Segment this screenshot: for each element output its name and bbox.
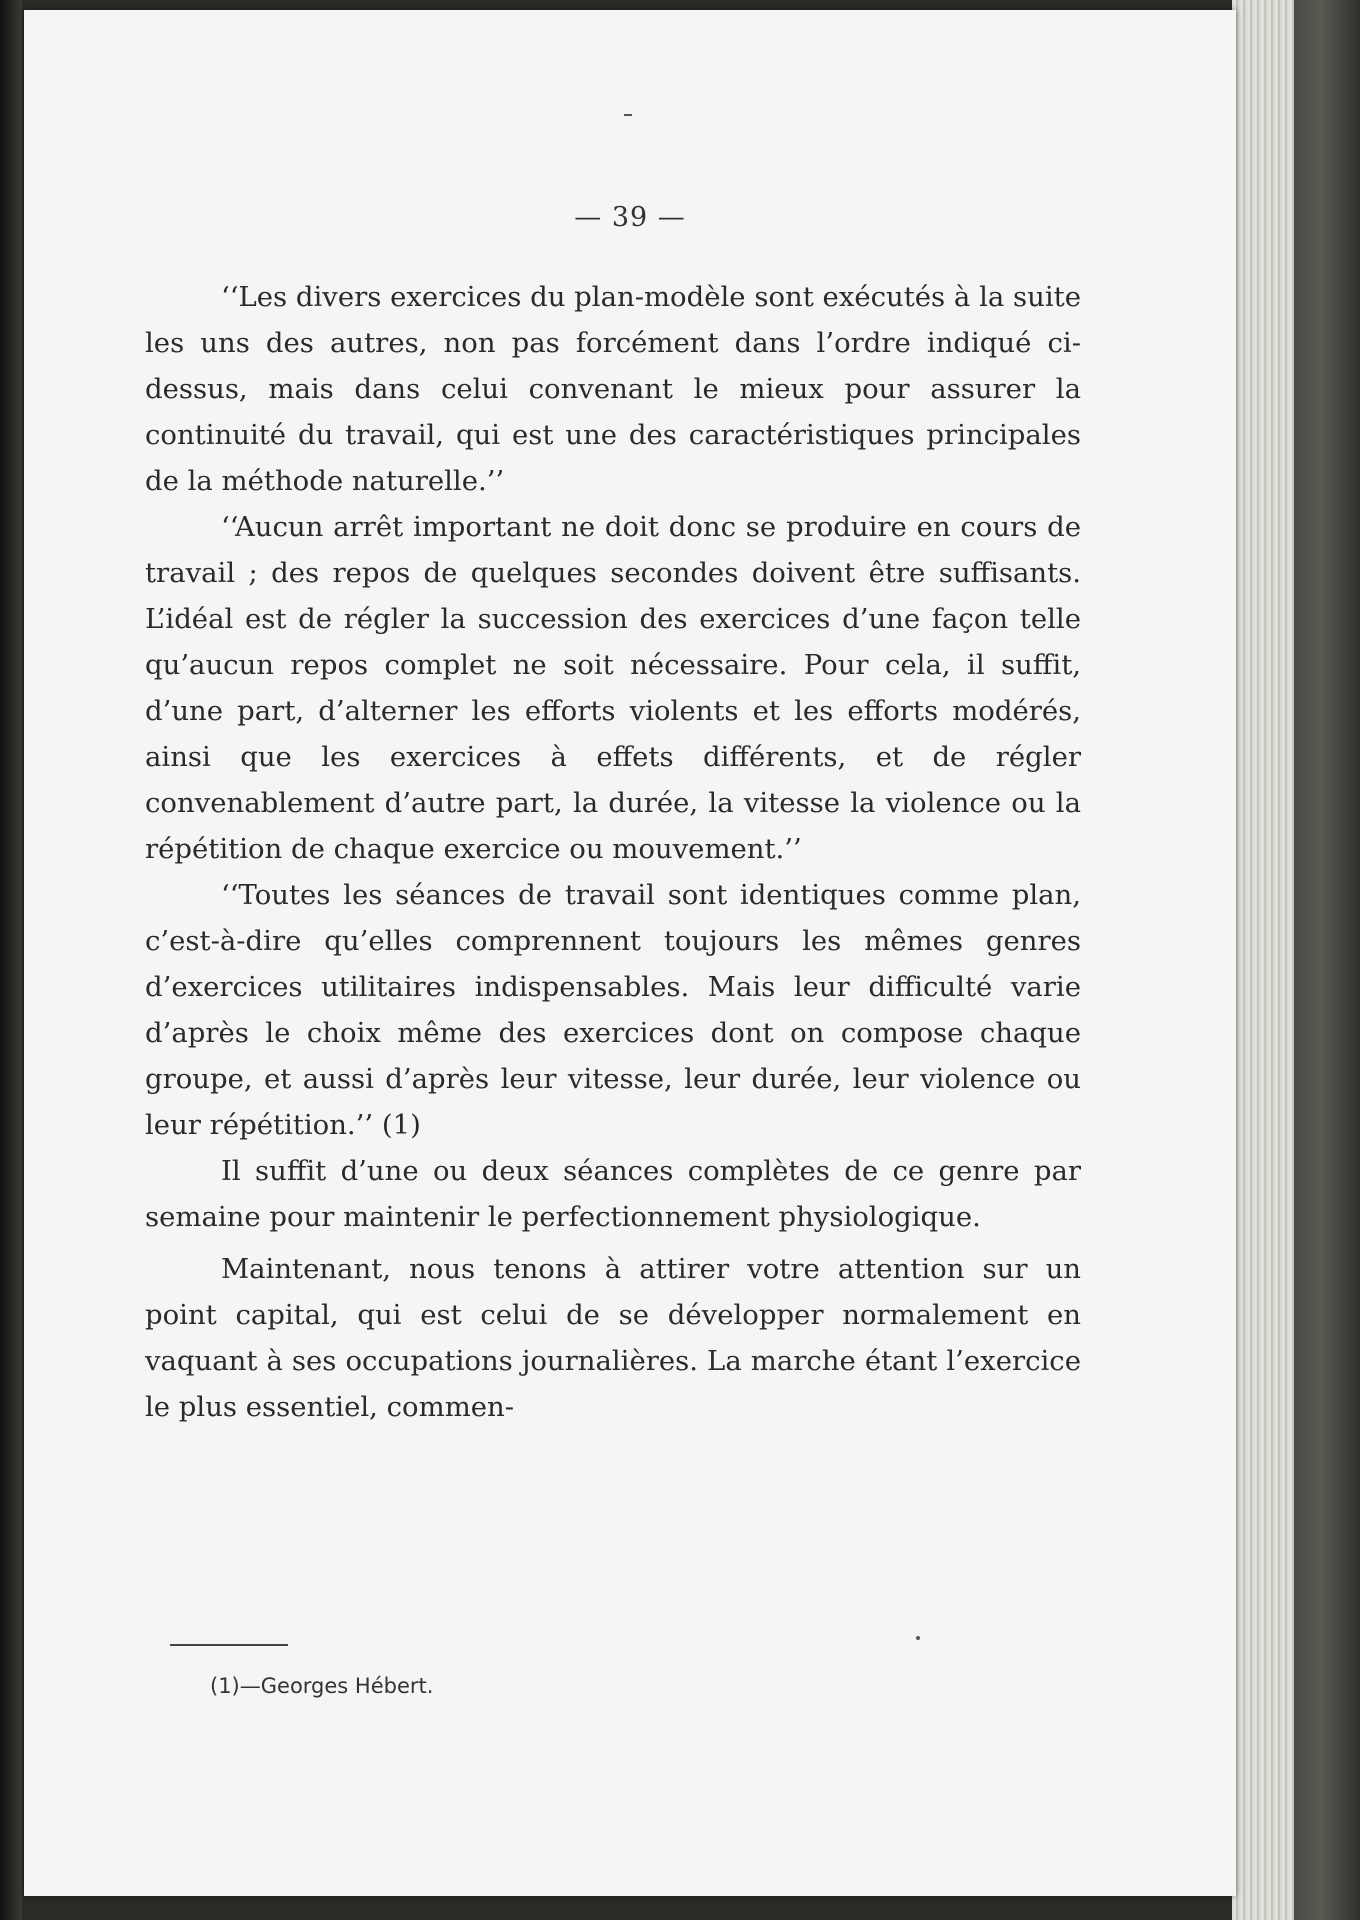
print-speck	[624, 114, 632, 116]
paragraph-3: ‘‘Toutes les séances de travail sont identiques comme plan, c’est-à-dire qu’elles comprennent toujours les mêmes genres d’exercices utilitaires indispensables. Mais leur difficulté varie d’après le choix même des exercices dont on compose chaque groupe, et aussi d’après leur vitesse, leur durée, leur violence ou leur répétition.’’ (1)	[145, 879, 1081, 1141]
print-speck	[916, 1636, 920, 1640]
page-body	[145, 274, 1081, 1430]
book-cover-edge	[1294, 0, 1360, 1920]
paragraph-4: Il suffit d’une ou deux séances complètes de ce genre par semaine pour maintenir le perfectionnement physiologique.	[145, 1155, 1081, 1233]
page-stack-edge	[1232, 0, 1294, 1920]
paragraph-1: ‘‘Les divers exercices du plan-modèle sont exécutés à la suite les uns des autres, non pas forcément dans l’ordre indiqué ci-dessus, mais dans celui convenant le mieux pour assurer la continuité du travail, qui est une des caractéristiques principales de la méthode naturelle.’’	[145, 281, 1081, 497]
book-left-edge	[0, 0, 22, 1920]
footnote-rule	[170, 1644, 288, 1646]
paragraph-2: ‘‘Aucun arrêt important ne doit donc se produire en cours de travail ; des repos de quelques secondes doivent être suffisants. L’idéal est de régler la succession des exercices d’une façon telle qu’aucun repos complet ne soit nécessaire. Pour cela, il suffit, d’une part, d’alterner les efforts violents et les efforts modérés, ainsi que les exercices à effets différents, et de régler convenablement d’autre part, la durée, la vitesse la violence ou la répétition de chaque exercice ou mouvement.’’	[145, 511, 1081, 865]
paragraph-5: Maintenant, nous tenons à attirer votre attention sur un point capital, qui est celui de se développer normalement en vaquant à ses occupations journalières. La marche étant l’exercice le plus essentiel, commen-	[145, 1253, 1081, 1423]
book-page	[24, 10, 1236, 1896]
footnote: (1)—Georges Hébert.	[210, 1674, 434, 1698]
page-number: — 39 —	[574, 202, 686, 233]
